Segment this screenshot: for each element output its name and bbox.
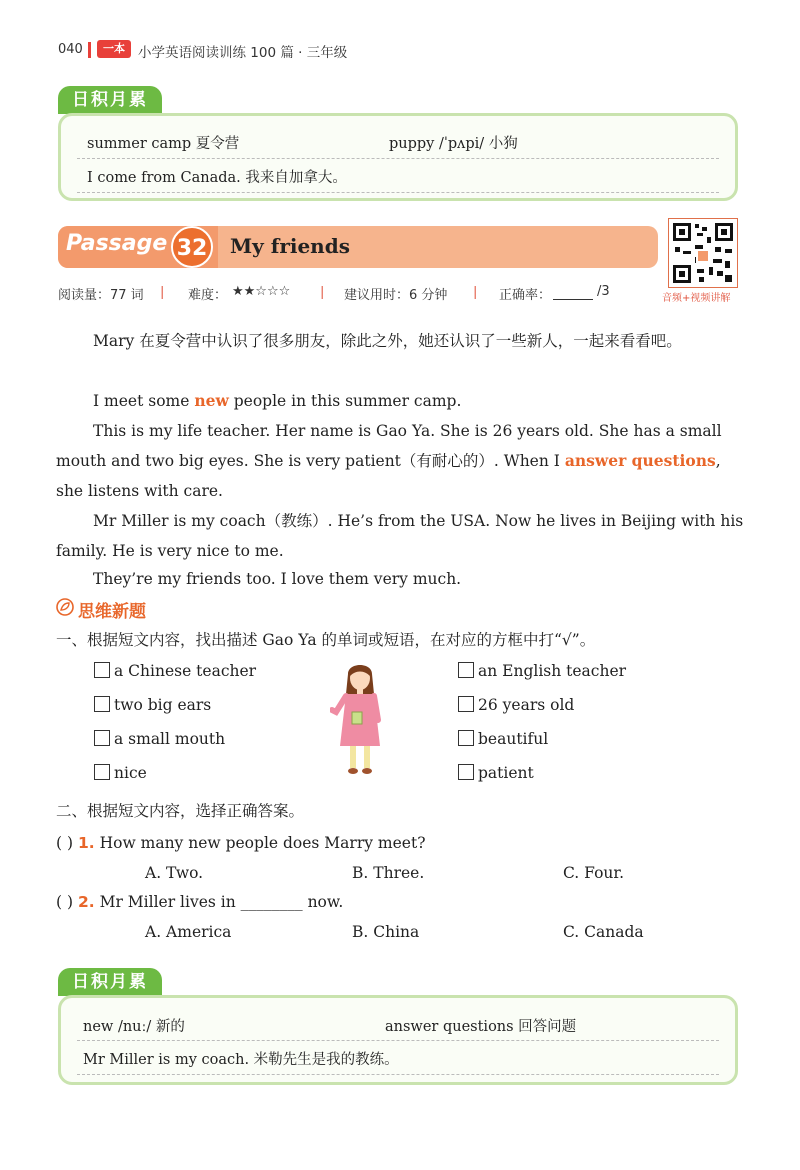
option-label: nice bbox=[114, 764, 147, 782]
paragraph-text: people in this summer camp. bbox=[228, 392, 462, 410]
option-small-mouth[interactable] bbox=[94, 730, 225, 748]
option-two-big-ears[interactable] bbox=[94, 696, 211, 714]
passage-paragraph-2 bbox=[56, 416, 744, 506]
vocab-divider bbox=[77, 1040, 719, 1041]
passage-intro: Mary 在夏令营中认识了很多朋友，除此之外，她还认识了一些新人，一起来看看吧。 bbox=[93, 332, 682, 350]
checkbox[interactable] bbox=[458, 696, 474, 712]
question-text: Mr Miller lives in ________ now. bbox=[99, 893, 344, 911]
passage-paragraph-4: They’re my friends too. I love them very much. bbox=[93, 570, 462, 588]
header-divider bbox=[88, 42, 91, 58]
q2-choice-c[interactable]: C. Canada bbox=[563, 923, 644, 941]
suggested-time: 建议用时：6 分钟 bbox=[344, 288, 448, 303]
option-label: patient bbox=[478, 764, 534, 782]
highlight-new: new bbox=[194, 391, 229, 410]
info-separator: | bbox=[473, 285, 478, 300]
checkbox[interactable] bbox=[94, 696, 110, 712]
question-2 bbox=[56, 893, 343, 911]
checkbox[interactable] bbox=[94, 764, 110, 780]
option-nice[interactable] bbox=[94, 764, 147, 782]
vocab-divider bbox=[77, 192, 719, 193]
vocab-item-answer-questions: answer questions 回答问题 bbox=[385, 1019, 577, 1035]
checkbox[interactable] bbox=[94, 662, 110, 678]
qr-code[interactable] bbox=[668, 218, 738, 288]
book-title: 小学英语阅读训练 100 篇 · 三年级 bbox=[138, 45, 348, 61]
q2-choice-b[interactable]: B. China bbox=[352, 923, 420, 941]
leaf-icon bbox=[56, 598, 74, 620]
q2-instruction: 二、根据短文内容，选择正确答案。 bbox=[56, 802, 305, 820]
accuracy-label: 正确率： bbox=[499, 288, 552, 303]
difficulty-stars: ★★☆☆☆ bbox=[232, 284, 291, 299]
q1-choice-a[interactable]: A. Two. bbox=[145, 864, 204, 882]
passage-number: 32 bbox=[171, 226, 213, 268]
option-label: a Chinese teacher bbox=[114, 662, 257, 680]
question-number: 1. bbox=[77, 834, 95, 852]
vocab-item-new: new /nuː/ 新的 bbox=[83, 1019, 185, 1035]
exercise-heading: 思维新题 bbox=[78, 602, 146, 622]
option-patient[interactable] bbox=[458, 764, 534, 782]
vocab-item-puppy: puppy /ˈpʌpi/ 小狗 bbox=[389, 136, 518, 152]
highlight-answer-questions: answer questions bbox=[564, 451, 716, 470]
checkbox[interactable] bbox=[458, 662, 474, 678]
checkbox[interactable] bbox=[94, 730, 110, 746]
option-label: beautiful bbox=[478, 730, 549, 748]
vocab-box-bottom bbox=[58, 995, 738, 1085]
answer-paren[interactable]: ( ) bbox=[56, 893, 74, 911]
publisher-logo: 一本 bbox=[97, 40, 131, 58]
vocab-sentence: I come from Canada. 我来自加拿大。 bbox=[87, 170, 347, 186]
passage-label: Passage bbox=[66, 231, 168, 256]
qr-code-icon bbox=[669, 219, 737, 287]
qr-caption: 音频+视频讲解 bbox=[662, 293, 731, 304]
option-english-teacher[interactable] bbox=[458, 662, 626, 680]
q1-instruction: 一、根据短文内容，找出描述 Gao Ya 的单词或短语，在对应的方框中打“√”。 bbox=[56, 631, 596, 649]
question-number: 2. bbox=[77, 893, 95, 911]
vocab-item-summer-camp: summer camp 夏令营 bbox=[87, 136, 240, 152]
paragraph-text: , she listens with care. bbox=[56, 452, 721, 500]
teacher-illustration bbox=[330, 660, 390, 784]
word-count: 阅读量：77 词 bbox=[58, 288, 144, 303]
passage-paragraph-1 bbox=[56, 386, 744, 416]
accuracy-total: /3 bbox=[597, 284, 610, 299]
vocab-divider bbox=[77, 158, 719, 159]
info-separator: | bbox=[320, 285, 325, 300]
page-number: 040 bbox=[58, 42, 83, 57]
option-beautiful[interactable] bbox=[458, 730, 548, 748]
option-label: an English teacher bbox=[478, 662, 627, 680]
q1-choice-c[interactable]: C. Four. bbox=[563, 864, 625, 882]
answer-paren[interactable]: ( ) bbox=[56, 834, 74, 852]
checkbox[interactable] bbox=[458, 730, 474, 746]
question-text: How many new people does Marry meet? bbox=[99, 834, 426, 852]
info-separator: | bbox=[160, 285, 165, 300]
passage-paragraph-3: Mr Miller is my coach（教练）. He’s from the USA. Now he lives in Beijing with his family. He is very nice to me. bbox=[56, 512, 744, 560]
option-chinese-teacher[interactable] bbox=[94, 662, 256, 680]
option-label: 26 years old bbox=[478, 696, 575, 714]
q2-choice-a[interactable]: A. America bbox=[145, 923, 232, 941]
option-label: a small mouth bbox=[114, 730, 226, 748]
passage-title: My friends bbox=[230, 234, 350, 258]
vocab-divider bbox=[77, 1074, 719, 1075]
difficulty-label: 难度： bbox=[188, 288, 228, 303]
option-label: two big ears bbox=[114, 696, 212, 714]
paragraph-text: I meet some bbox=[93, 392, 195, 410]
option-26-years-old[interactable] bbox=[458, 696, 574, 714]
question-1 bbox=[56, 834, 426, 852]
checkbox[interactable] bbox=[458, 764, 474, 780]
paragraph-text: This is my life teacher. Her name is Gao Ya. She is 26 years old. She has a small mouth and two big eyes. She is very patient（有耐心的）. When I bbox=[56, 422, 722, 470]
q1-choice-b[interactable]: B. Three. bbox=[352, 864, 425, 882]
accuracy-blank[interactable] bbox=[553, 299, 593, 300]
vocab-tab-top: 日积月累 bbox=[58, 86, 162, 114]
vocab-tab-bottom: 日积月累 bbox=[58, 968, 162, 996]
vocab-box-top bbox=[58, 113, 738, 201]
vocab-sentence: Mr Miller is my coach. 米勒先生是我的教练。 bbox=[83, 1052, 399, 1068]
